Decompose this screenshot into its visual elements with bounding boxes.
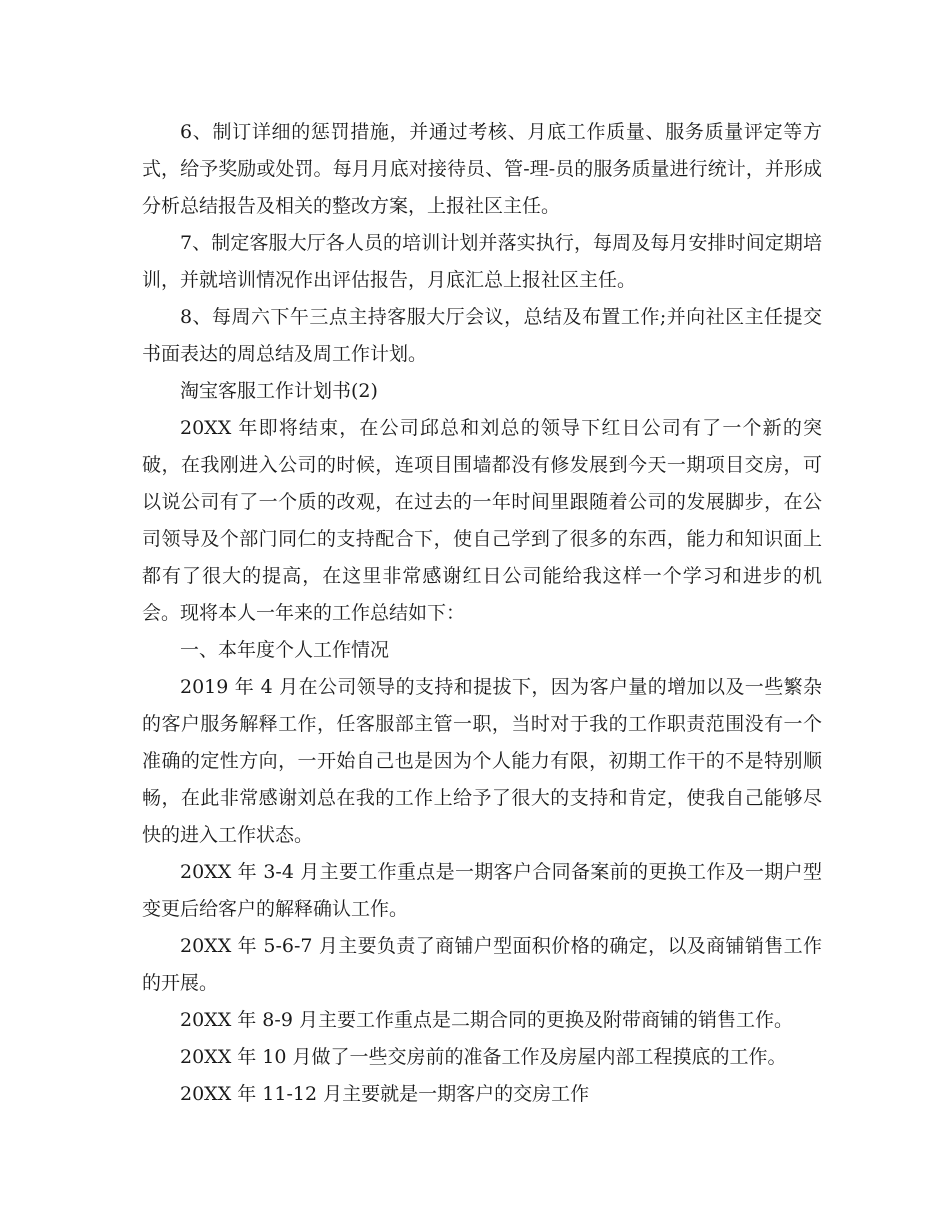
paragraph-nov-dec: 20XX 年 11-12 月主要就是一期客户的交房工作 — [180, 1083, 590, 1105]
paragraph-weekly-meeting: 8、每周六下午三点主持客服大厅会议，总结及布置工作;并向社区主任提交书面表达的周总结及周工作计划。 — [142, 306, 822, 365]
paragraph-training-plan: 7、制定客服大厅各人员的培训计划并落实执行，每周及每月安排时间定期培训，并就培训情况作出评估报告，月底汇总上报社区主任。 — [142, 232, 822, 291]
paragraph-mar-apr: 20XX 年 3-4 月主要工作重点是一期客户合同备案前的更换工作及一期户型变更后给客户的解释确认工作。 — [142, 861, 822, 920]
section-heading: 一、本年度个人工作情况 — [180, 639, 390, 661]
document-body — [142, 114, 822, 1113]
paragraph-appointment: 2019 年 4 月在公司领导的支持和提拔下，因为客户量的增加以及一些繁杂的客户服务解释工作，任客服部主管一职，当时对于我的工作职责范围没有一个准确的定性方向，一开始自己也是因为个人能力有限，初期工作干的不是特别顺畅，在此非常感谢刘总在我的工作上给予了很大的支持和肯定，使我自己能够尽快的进入工作状态。 — [142, 676, 822, 846]
paragraph-oct: 20XX 年 10 月做了一些交房前的准备工作及房屋内部工程摸底的工作。 — [180, 1046, 787, 1068]
paragraph-year-summary: 20XX 年即将结束，在公司邱总和刘总的领导下红日公司有了一个新的突破，在我刚进入公司的时候，连项目围墙都没有修发展到今天一期项目交房，可以说公司有了一个质的改观，在过去的一年时间里跟随着公司的发展脚步，在公司领导及个部门同仁的支持配合下，使自己学到了很多的东西，能力和知识面上都有了很大的提高，在这里非常感谢红日公司能给我这样一个学习和进步的机会。现将本人一年来的工作总结如下： — [142, 417, 822, 624]
paragraph-penalty-measures: 6、制订详细的惩罚措施，并通过考核、月底工作质量、服务质量评定等方式，给予奖励或处罚。每月月底对接待员、管-理-员的服务质量进行统计，并形成分析总结报告及相关的整改方案，上报社区主任。 — [142, 121, 822, 217]
paragraph-may-jul: 20XX 年 5-6-7 月主要负责了商铺户型面积价格的确定，以及商铺销售工作的开展。 — [142, 935, 822, 994]
section-title: 淘宝客服工作计划书(2) — [180, 380, 378, 402]
paragraph-aug-sep: 20XX 年 8-9 月主要工作重点是二期合同的更换及附带商铺的销售工作。 — [180, 1009, 793, 1031]
